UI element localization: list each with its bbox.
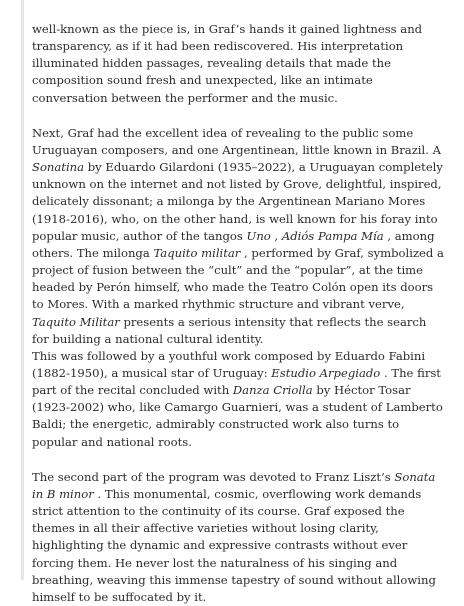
article-body — [32, 21, 444, 606]
paragraph-1-text: well-known as the piece is, in Graf’s hands it gained lightness and transparency, as if it had been rediscovered. His interpretation illuminated hidden passages, revealing details that made the composition sound fresh and unexpected, like an intimate conversation between the performer and the music. — [32, 22, 423, 105]
work-title-sonatina: Sonatina — [32, 160, 85, 175]
paragraph-2-text-c: , — [270, 228, 282, 243]
paragraph-4-text-b: . This monumental, cosmic, overflowing work demands strict attention to the continuity of its course. Graf exposed the themes in all their affective varieties without losing clarity, highlighting the dynamic and expressive contrasts without ever forcing them. He never lost the naturalness of his singing and breathing, weaving this immense tapestry of sound without allowing himself to be suffocated by it. — [32, 486, 436, 604]
paragraph-4-text-a: The second part of the program was devoted to Franz Liszt’s — [32, 469, 395, 484]
work-title-danza-criolla: Danza Criolla — [232, 383, 313, 398]
paragraph-4 — [32, 469, 444, 606]
paragraph-2-text-d: , among others. The milonga — [32, 228, 435, 260]
paragraph-2-text-e: , performed by Graf, symbolized a project of fusion between the “cult” and the “popular”, at the time headed by Perón himself, who made the Teatro Colón open its doors to Mores. With a marked rhythmic structure and vibrant verve, — [32, 245, 444, 312]
paragraph-2-text-a: Next, Graf had the excellent idea of revealing to the public some Uruguayan composers, and one Argentinean, little known in Brazil. A — [32, 125, 441, 157]
paragraph-3-text-b: . The first part of the recital concluded with — [32, 365, 441, 398]
paragraph-2 — [32, 125, 444, 348]
paragraph-3-text-c: by Héctor Tosar (1923-2002) who, like Camargo Guarnieri, was a student of Lamberto Baldi; the energetic, admirably constructed work also turns to popular and national roots. — [32, 383, 443, 449]
left-border-rule — [21, 0, 24, 580]
paragraph-2-text-f: presents a serious intensity that reflects the search for building a national cultural identity. — [32, 314, 427, 346]
work-title-uno: Uno — [246, 228, 271, 243]
paragraph-1 — [32, 21, 444, 107]
paragraph-3 — [32, 348, 444, 451]
paragraph-3-text-a: This was followed by a youthful work composed by Eduardo Fabini (1882-1950), a musical star of Uruguay: — [32, 348, 426, 380]
work-title-taquito-militar-2: Taquito Militar — [32, 314, 120, 329]
work-title-sonata-in-b-minor: Sonata in B minor — [32, 469, 436, 501]
work-title-taquito-militar: Taquito militar — [153, 245, 241, 260]
work-title-adios-pampa-mia: Adiós Pampa Mía — [281, 228, 384, 243]
paragraph-2-text-b: by Eduardo Gilardoni (1935–2022), a Uruguayan completely unknown on the internet and not listed by Grove, delightful, inspired, delicately dissonant; a milonga by the Argentinean Mariano Mores (1918-2016), who, on the other hand, is well known for his foray into popular music, author of the tangos — [32, 160, 443, 243]
work-title-estudio-arpegiado: Estudio Arpegiado — [271, 365, 381, 380]
